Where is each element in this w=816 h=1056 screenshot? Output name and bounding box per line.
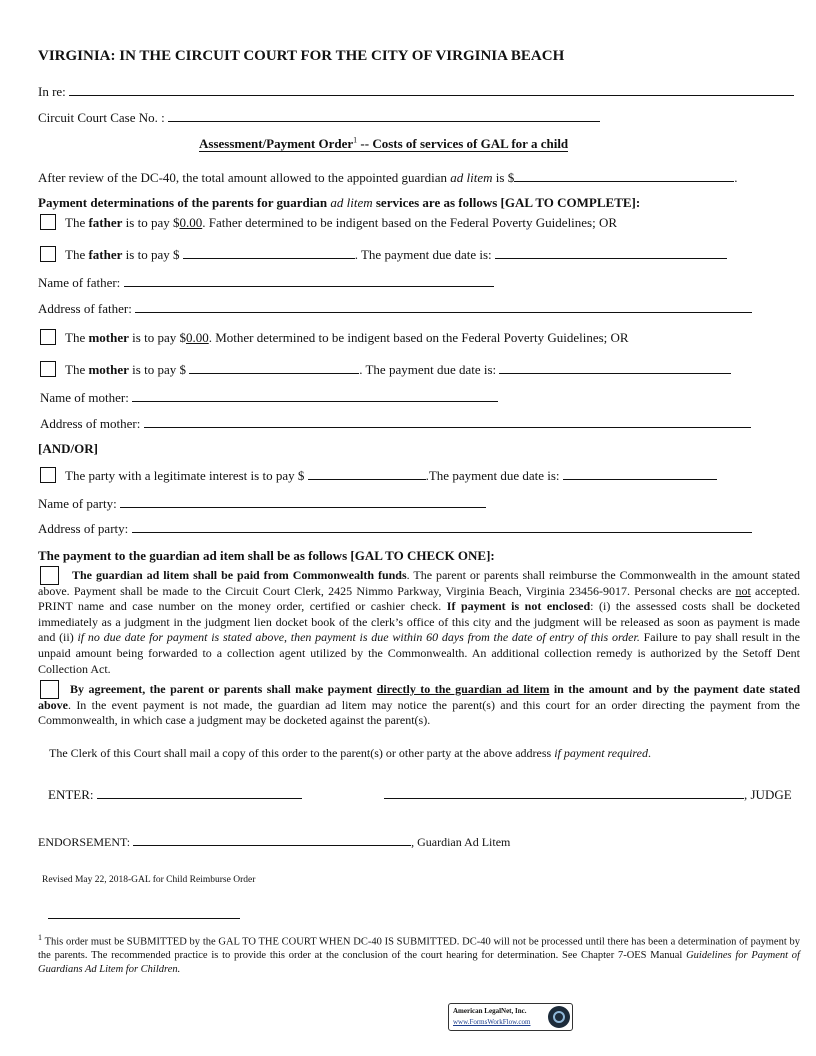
party-address-field[interactable] bbox=[132, 521, 752, 533]
opt2-bold-underline: directly to the guardian ad litem bbox=[376, 682, 550, 696]
mp-mid: is to pay $ bbox=[128, 362, 190, 377]
order-title-part1: Assessment/Payment Order bbox=[199, 136, 354, 152]
father-indigent-checkbox[interactable] bbox=[40, 214, 56, 230]
footnote-text: This order must be SUBMITTED by the GAL TO THE COURT WHEN DC-40 IS SUBMITTED. DC-40 will not be processed until there has been a determination of payment by the parents. The recommended practice is to provide this order at the conclusion of the court hearing for determination. See Chapter 7-OES Manual bbox=[38, 936, 800, 962]
logo-line1: American LegalNet, Inc. bbox=[453, 1007, 527, 1015]
logo-line2[interactable]: www.FormsWorkFlow.com bbox=[453, 1018, 531, 1026]
order-title bbox=[199, 136, 568, 152]
option-commonwealth-paragraph bbox=[38, 568, 800, 677]
party-name-label: Name of party: bbox=[38, 496, 117, 511]
party-due-date-field[interactable] bbox=[563, 468, 717, 480]
father-address-row bbox=[38, 301, 752, 317]
father-indigent-row bbox=[65, 215, 617, 231]
father-name-field[interactable] bbox=[124, 275, 494, 287]
opt1-bold2: If payment is not enclosed bbox=[446, 599, 591, 614]
mother-pay-row bbox=[65, 362, 731, 378]
mp-pre: The bbox=[65, 362, 89, 377]
intro-line bbox=[38, 170, 737, 186]
enter-date-field[interactable] bbox=[97, 787, 302, 799]
det-heading-italic: ad litem bbox=[330, 195, 373, 210]
determinations-heading bbox=[38, 195, 640, 211]
opt1-text1: . The parent or parents shall reimburse the Commonwealth in the amount stated above. Payment shall be made to the Circuit Court Clerk, 2425 Nimmo Parkway, Virginia Beach, Virginia 23456-9017. Personal checks are bbox=[38, 568, 801, 598]
fi-party: father bbox=[88, 215, 123, 230]
mother-name-field[interactable] bbox=[132, 390, 498, 402]
clerk-note-end: . bbox=[647, 746, 651, 760]
opt2-text: . In the event payment is not made, the guardian ad litem may notice the parent(s) and this court for an order directing the payment from the Commonwealth, in which case a judgment may be docketed against the parent(s). bbox=[38, 697, 800, 728]
clerk-note bbox=[49, 746, 651, 761]
father-due-date-field[interactable] bbox=[495, 247, 727, 259]
opt1-bold1: The guardian ad litem shall be paid from Commonwealth funds bbox=[72, 568, 407, 582]
father-name-label: Name of father: bbox=[38, 275, 121, 290]
footnote-italic: Guidelines for Payment of Guardians Ad Litem for Children. bbox=[38, 950, 800, 975]
party-pay-checkbox[interactable] bbox=[40, 467, 56, 483]
mother-address-label: Address of mother: bbox=[40, 416, 141, 431]
mother-pay-checkbox[interactable] bbox=[40, 361, 56, 377]
opt1-not: not bbox=[735, 583, 751, 598]
mother-amount-field[interactable] bbox=[189, 362, 359, 374]
fi-pre: The bbox=[65, 215, 89, 230]
father-name-row bbox=[38, 275, 494, 291]
footnote-ref: 1 bbox=[353, 136, 358, 145]
mi-post: . Mother determined to be indigent based on the Federal Poverty Guidelines; OR bbox=[208, 330, 629, 345]
father-address-field[interactable] bbox=[135, 301, 752, 313]
mi-party: mother bbox=[88, 330, 129, 345]
mi-pre: The bbox=[65, 330, 89, 345]
order-title-part2: -- Costs of services of GAL for a child bbox=[357, 136, 569, 152]
mother-address-row bbox=[40, 416, 751, 432]
endorsement-field[interactable] bbox=[133, 834, 411, 846]
endorsement-label: ENDORSEMENT: bbox=[38, 835, 131, 849]
and-or-label: [AND/OR] bbox=[38, 441, 98, 456]
mp-due: . The payment due date is: bbox=[359, 362, 497, 377]
footnote-number: 1 bbox=[38, 933, 42, 942]
footnote-separator bbox=[48, 918, 240, 919]
mp-party: mother bbox=[88, 362, 129, 377]
opt2-bold2: in the amount and by the payment date stated above bbox=[38, 682, 801, 712]
fp-mid: is to pay $ bbox=[122, 247, 183, 262]
in-re-field[interactable] bbox=[69, 84, 794, 96]
judge-signature-field[interactable] bbox=[384, 787, 744, 799]
payment-heading: The payment to the guardian ad item shall be as follows [GAL TO CHECK ONE]: bbox=[38, 548, 495, 563]
endorsement-row bbox=[38, 834, 510, 850]
party-pay-row bbox=[65, 468, 717, 484]
total-amount-field[interactable] bbox=[514, 170, 734, 182]
mother-due-date-field[interactable] bbox=[499, 362, 731, 374]
judge-row bbox=[384, 787, 792, 803]
mother-name-row bbox=[40, 390, 498, 406]
court-title: VIRGINIA: IN THE CIRCUIT COURT FOR THE CITY OF VIRGINIA BEACH bbox=[38, 48, 565, 64]
intro-italic: ad litem bbox=[450, 170, 493, 185]
clerk-note-italic: if payment required bbox=[554, 746, 648, 760]
mother-indigent-row bbox=[65, 330, 629, 346]
det-heading-2: services are as follows [GAL TO COMPLETE]: bbox=[372, 195, 641, 210]
mi-mid: is to pay $ bbox=[128, 330, 186, 345]
father-pay-checkbox[interactable] bbox=[40, 246, 56, 262]
fp-pre: The bbox=[65, 247, 89, 262]
pp-text: The party with a legitimate interest is to pay $ bbox=[65, 468, 308, 483]
fp-party: father bbox=[88, 247, 123, 262]
intro-text-2: is $ bbox=[492, 170, 515, 185]
opt1-text2: accepted. PRINT name and case number on the money order, certified or cashier check. bbox=[38, 583, 800, 614]
party-name-row bbox=[38, 496, 486, 512]
opt1-text4: Failure to pay shall result in the unpaid amount being forwarded to a collection agent utilized by the Commonwealth. An additional collection remedy is authorized by the Setoff Dent Collection Act. bbox=[38, 630, 801, 676]
globe-ring-icon bbox=[553, 1011, 565, 1023]
party-address-row bbox=[38, 521, 752, 537]
fi-amount: 0.00 bbox=[179, 215, 203, 230]
judge-label: , JUDGE bbox=[744, 787, 792, 802]
opt1-italic: if no due date for payment is stated above, then payment is due within 60 days from the date of entry of this order. bbox=[77, 630, 640, 645]
intro-end: . bbox=[734, 170, 738, 185]
father-pay-row bbox=[65, 247, 727, 263]
enter-row bbox=[48, 787, 302, 803]
party-address-label: Address of party: bbox=[38, 521, 129, 536]
father-address-label: Address of father: bbox=[38, 301, 132, 316]
clerk-note-text: The Clerk of this Court shall mail a copy of this order to the parent(s) or other party at the above address bbox=[49, 746, 555, 760]
footnote bbox=[38, 931, 800, 976]
det-heading-1: Payment determinations of the parents for guardian bbox=[38, 195, 331, 210]
pp-due: .The payment due date is: bbox=[425, 468, 560, 483]
opt1-text3: : (i) the assessed costs shall be docketed immediately as a judgment in the judgment lien docket book of the clerk’s office of this city and the judgment will be released as soon as payment is made and (ii) bbox=[38, 599, 801, 645]
mother-indigent-checkbox[interactable] bbox=[40, 329, 56, 345]
fi-mid: is to pay $ bbox=[122, 215, 180, 230]
case-no-row bbox=[38, 110, 600, 126]
fi-post: . Father determined to be indigent based on the Federal Poverty Guidelines; OR bbox=[202, 215, 618, 230]
intro-text: After review of the DC-40, the total amount allowed to the appointed guardian bbox=[38, 170, 451, 185]
revised-note: Revised May 22, 2018-GAL for Child Reimburse Order bbox=[42, 875, 256, 885]
case-no-label: Circuit Court Case No. : bbox=[38, 110, 165, 125]
fp-due: . The payment due date is: bbox=[354, 247, 492, 262]
enter-label: ENTER: bbox=[48, 787, 94, 802]
opt2-bold1: By agreement, the parent or parents shall make payment bbox=[70, 682, 377, 696]
in-re-row bbox=[38, 84, 794, 100]
mother-name-label: Name of mother: bbox=[40, 390, 129, 405]
mi-amount: 0.00 bbox=[185, 330, 209, 345]
case-no-field[interactable] bbox=[168, 110, 600, 122]
party-name-field[interactable] bbox=[120, 496, 486, 508]
in-re-label: In re: bbox=[38, 84, 66, 99]
party-amount-field[interactable] bbox=[308, 468, 426, 480]
american-legalnet-logo[interactable] bbox=[448, 1003, 573, 1031]
option-direct-paragraph bbox=[38, 682, 800, 729]
gal-label: , Guardian Ad Litem bbox=[411, 835, 511, 849]
father-amount-field[interactable] bbox=[183, 247, 355, 259]
mother-address-field[interactable] bbox=[144, 416, 751, 428]
